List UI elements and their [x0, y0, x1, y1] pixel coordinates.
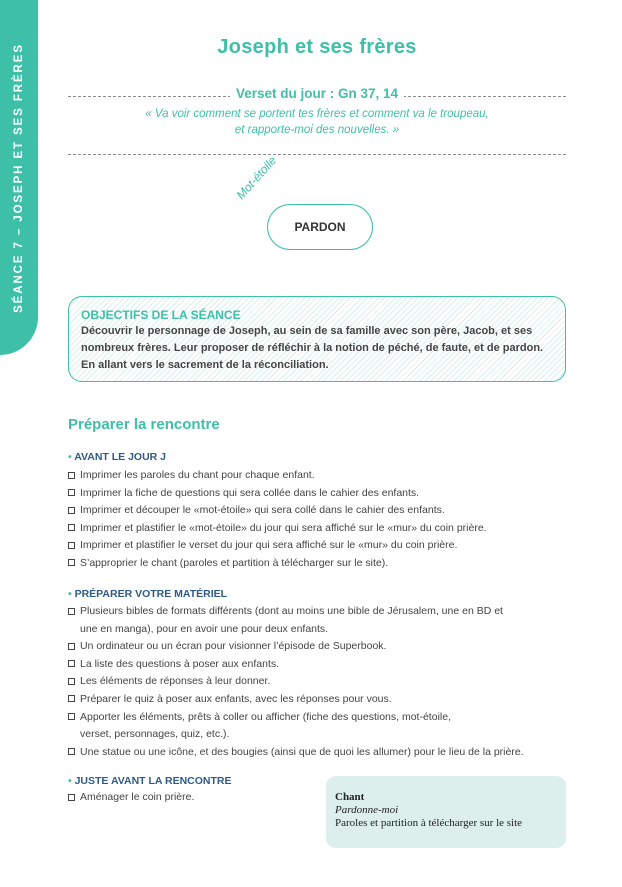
- checkbox-icon[interactable]: [68, 524, 75, 531]
- checklist-item[interactable]: Imprimer et plastifier le verset du jour qui sera affiché sur le «mur» du coin prière.: [68, 537, 548, 555]
- checklist-juste-avant: [68, 789, 308, 807]
- checklist-item[interactable]: La liste des questions à poser aux enfants.: [68, 656, 508, 674]
- verse-line-1: « Va voir comment se portent tes frères et comment va le troupeau,: [145, 108, 489, 120]
- checkbox-icon[interactable]: [68, 472, 75, 479]
- objectives-title: OBJECTIFS DE LA SÉANCE: [81, 308, 241, 322]
- checklist-item[interactable]: Imprimer les paroles du chant pour chaque enfant.: [68, 467, 548, 485]
- checklist-item[interactable]: Imprimer et découper le «mot-étoile» qui sera collé dans le cahier des enfants.: [68, 502, 548, 520]
- checklist-avant: [68, 467, 548, 573]
- section-heading-text: PRÉPARER VOTRE MATÉRIEL: [74, 588, 228, 600]
- checklist-item[interactable]: Imprimer la fiche de questions qui sera collée dans le cahier des enfants.: [68, 485, 548, 503]
- checkbox-icon[interactable]: [68, 695, 75, 702]
- star-word-badge: PARDON: [267, 204, 373, 250]
- chant-note: Paroles et partition à télécharger sur le site: [335, 817, 523, 829]
- checkbox-icon[interactable]: [68, 507, 75, 514]
- objectives-content: [81, 308, 555, 374]
- objectives-box: [68, 296, 566, 382]
- checkbox-icon[interactable]: [68, 542, 75, 549]
- objectives-text: Découvrir le personnage de Joseph, au sein de sa famille avec son père, Jacob, et ses nombreux frères. Leur proposer de réfléchir à la notion de péché, de faute, et de pardon. En allant vers le sacrement de la réconciliation.: [81, 325, 544, 371]
- checkbox-icon[interactable]: [68, 608, 75, 615]
- page-title: Joseph et ses frères: [217, 36, 417, 58]
- section-heading-materiel: • PRÉPARER VOTRE MATÉRIEL: [68, 588, 228, 600]
- checkbox-icon[interactable]: [68, 794, 75, 801]
- verse-box: [68, 86, 566, 155]
- checkbox-icon[interactable]: [68, 678, 75, 685]
- checklist-item[interactable]: Les éléments de réponses à leur donner.: [68, 673, 508, 691]
- checklist-item[interactable]: Une statue ou une icône, et des bougies (ainsi que de quoi les allumer) pour le lieu de la prière.: [68, 744, 568, 762]
- chant-box: [326, 776, 566, 848]
- chant-title: Chant: [335, 791, 365, 803]
- checklist-item[interactable]: Un ordinateur ou un écran pour visionner l’épisode de Superbook.: [68, 638, 508, 656]
- checkbox-icon[interactable]: [68, 559, 75, 566]
- star-word-label: Mot-étoile: [233, 153, 280, 202]
- checklist-materiel: [68, 603, 524, 761]
- checkbox-icon[interactable]: [68, 660, 75, 667]
- section-heading-avant: • AVANT LE JOUR J: [68, 451, 167, 463]
- checkbox-icon[interactable]: [68, 748, 75, 755]
- verse-line-2: et rapporte-moi des nouvelles. »: [234, 124, 400, 136]
- section-heading-juste-avant: • JUSTE AVANT LA RENCONTRE: [68, 775, 232, 787]
- checklist-item[interactable]: Préparer le quiz à poser aux enfants, avec les réponses pour vous.: [68, 691, 508, 709]
- checkbox-icon[interactable]: [68, 643, 75, 650]
- sidebar-label: SÉANCE 7 – JOSEPH ET SES FRÈRES: [13, 43, 25, 313]
- verse-title: Verset du jour : Gn 37, 14: [230, 86, 404, 101]
- checklist-item[interactable]: Apporter les éléments, prêts à coller ou afficher (fiche des questions, mot-étoile, verset, personnages, quiz, etc.).: [68, 709, 508, 744]
- section-heading-text: AVANT LE JOUR J: [74, 451, 167, 463]
- checkbox-icon[interactable]: [68, 713, 75, 720]
- checklist-item[interactable]: Imprimer et plastifier le «mot-étoile» du jour qui sera affiché sur le «mur» du coin prière.: [68, 520, 548, 538]
- chant-song: Pardonne-moi: [335, 804, 399, 816]
- checklist-item[interactable]: Aménager le coin prière.: [68, 789, 308, 807]
- checklist-item[interactable]: Plusieurs bibles de formats différents (dont au moins une bible de Jérusalem, une en BD et une en manga), pour en avoir une pour deux enfants.: [68, 603, 508, 638]
- checkbox-icon[interactable]: [68, 489, 75, 496]
- checklist-item[interactable]: S’approprier le chant (paroles et partition à télécharger sur le site).: [68, 555, 548, 573]
- prepare-title: Préparer la rencontre: [68, 416, 220, 433]
- verse-text: [68, 106, 566, 138]
- section-heading-text: JUSTE AVANT LA RENCONTRE: [74, 775, 232, 787]
